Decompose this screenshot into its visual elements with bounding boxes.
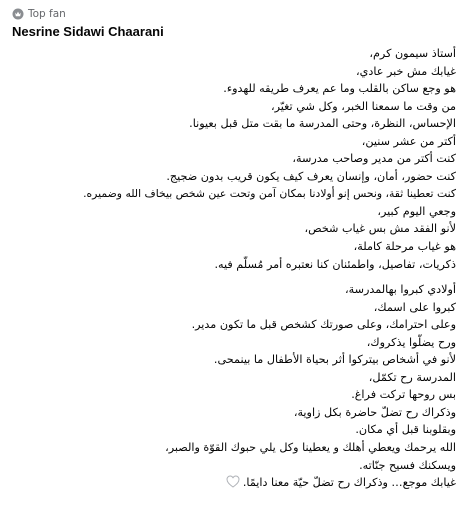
text-line: كنت أكتر من مدير وصاحب مدرسة، (292, 152, 456, 166)
top-fan-badge[interactable] (12, 6, 458, 22)
text-line: المدرسة رح تكمّل، (368, 370, 456, 384)
top-fan-badge-icon (12, 8, 24, 20)
author-name[interactable]: Nesrine Sidawi Chaarani (12, 24, 164, 39)
text-line: ورح يضلّوا يذكروك، (366, 335, 456, 349)
text-line: أكتر من عشر سنين، (361, 134, 456, 148)
text-line: كنت تعطينا ثقة، ونحس إنو أولادنا بمكان آمن وتحت عين شخص بيخاف الله وضميره. (83, 187, 456, 201)
text-line: غيابك مش خبر عادي، (356, 64, 456, 78)
text-line: لأنو في أشخاص بيتركوا أثر بحياة الأطفال ما بينمحى. (213, 353, 456, 367)
paragraph-2 (12, 281, 456, 494)
text-line: وبقلوبنا قبل أي مكان. (355, 423, 456, 437)
text-line: الله يرحمك ويعطي أهلك و يعطينا وكل يلي حبوك القوّة والصبر، (165, 441, 456, 455)
badge-label: Top fan (28, 8, 66, 20)
text-line: لأنو الفقد مش بس غياب شخص، (304, 222, 456, 236)
text-line: هو وجع ساكن بالقلب وما عم يعرف طريقه للهدوء. (223, 82, 456, 96)
text-line: أستاذ سيمون كرم، (369, 47, 456, 60)
text-line: ويسكنك فسيح جنّاته. (359, 458, 456, 472)
text-line: ذكريات، تفاصيل، واطمئنان كنا نعتبره أمر مُسلّم فيه. (214, 257, 456, 271)
comment-body (12, 45, 458, 494)
paragraph-1 (12, 45, 456, 273)
text-line: كنت حضور، أمان، وإنسان يعرف كيف يكون قريب بدون ضجيج. (166, 169, 456, 183)
text-line: بس روحها تركت فراغ. (351, 388, 456, 402)
text-line: غيابك موجع… وذكراك رح تضلّ حيّة معنا دايمًا. (242, 476, 456, 490)
text-line: وذكراك رح تضلّ حاضرة بكل زاوية، (293, 405, 456, 419)
text-line: الإحساس، النظرة، وحتى المدرسة ما بقت متل قبل بعيونا. (189, 117, 456, 131)
text-line: هو غياب مرحلة كاملة، (353, 240, 456, 254)
text-line: كبروا على اسمك، (373, 300, 456, 314)
text-line: من وقت ما سمعنا الخبر، وكل شي تغيّر، (270, 99, 456, 113)
last-line (12, 474, 456, 494)
text-line: أولادي كبروا بهالمدرسة، (345, 283, 456, 297)
white-heart-icon (226, 475, 240, 494)
text-line: وعلى احترامك، وعلى صورتك كشخص قبل ما تكون مدير. (191, 318, 456, 332)
text-line: وجعي اليوم كبير، (377, 204, 456, 218)
